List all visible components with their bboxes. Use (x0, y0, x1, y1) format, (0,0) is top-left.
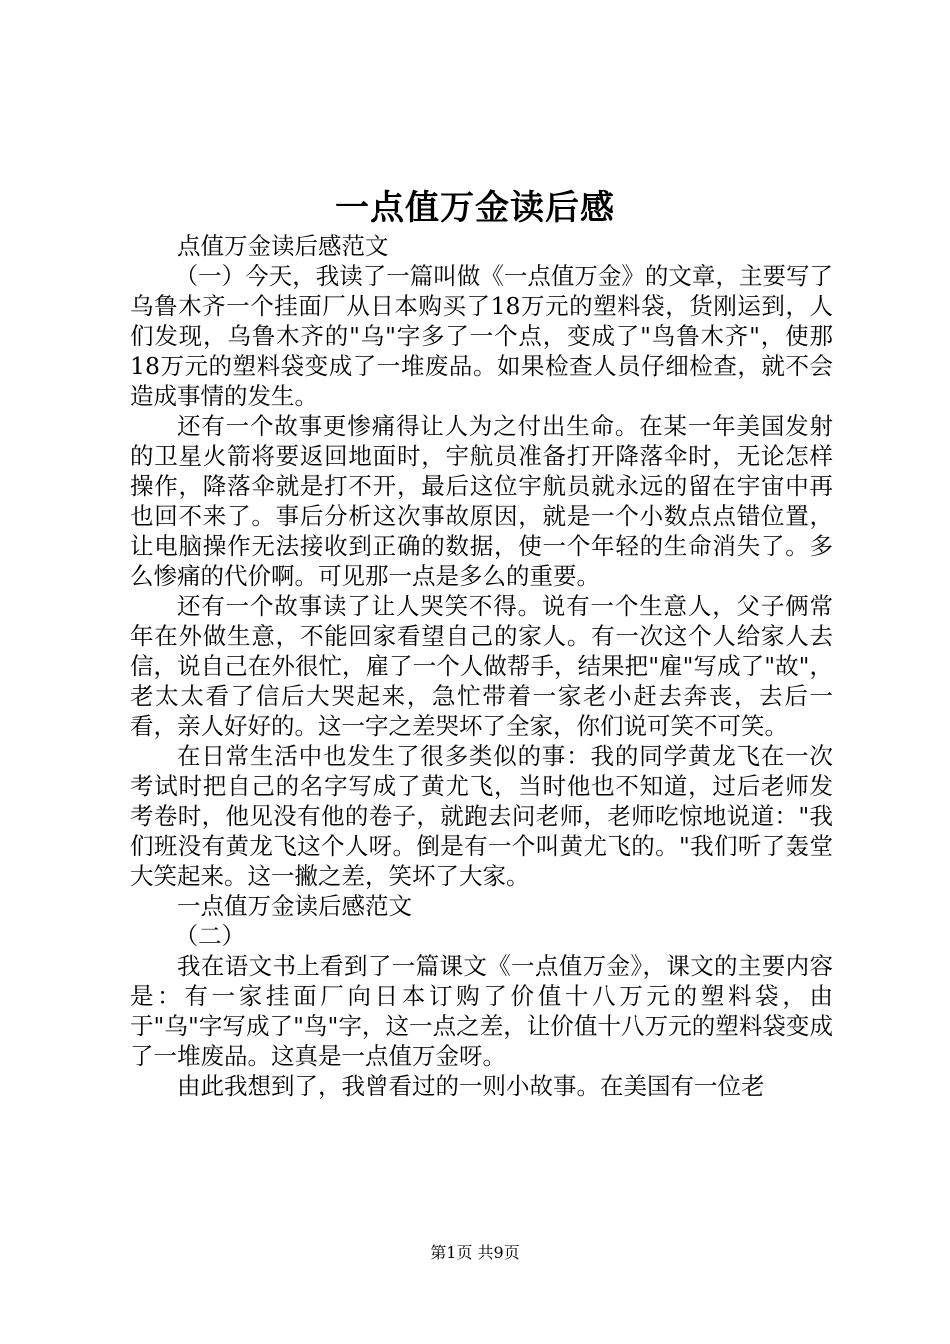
paragraph: 我在语文书上看到了一篇课文《一点值万金》，课文的主要内容是：有一家挂面厂向日本订购了价值十八万元的塑料袋，由于"乌"字写成了"鸟"字，这一点之差，让价值十八万元的塑料袋变成了一堆废品。这真是一点值万金呀。 (130, 952, 833, 1070)
paragraph: 在日常生活中也发生了很多类似的事：我的同学黄龙飞在一次考试时把自己的名字写成了黄尤飞，当时他也不知道，过后老师发考卷时，他见没有他的卷子，就跑去问老师，老师吃惊地说道："我们班没有黄龙飞这个人呀。倒是有一个叫黄尤飞的。"我们听了轰堂大笑起来。这一撇之差，笑坏了大家。 (130, 742, 833, 890)
paragraph: 点值万金读后感范文 (177, 232, 389, 260)
paragraph: （一）今天，我读了一篇叫做《一点值万金》的文章，主要写了乌鲁木齐一个挂面厂从日本购买了18万元的塑料袋，货刚运到，人们发现，乌鲁木齐的"乌"字多了一个点，变成了"鸟鲁木齐"，使那18万元的塑料袋变成了一堆废品。如果检查人员仔细检查，就不会造成事情的发生。 (130, 262, 833, 410)
document-body (130, 231, 833, 1101)
document-title: 一点值万金读后感 (335, 188, 615, 228)
paragraph: 由此我想到了，我曾看过的一则小故事。在美国有一位老 (177, 1072, 765, 1100)
paragraph: 一点值万金读后感范文 (177, 892, 412, 920)
paragraph: 还有一个故事读了让人哭笑不得。说有一个生意人，父子俩常年在外做生意，不能回家看望自己的家人。有一次这个人给家人去信，说自己在外很忙，雇了一个人做帮手，结果把"雇"写成了"故"，老太太看了信后大哭起来，急忙带着一家老小赶去奔丧，去后一看，亲人好好的。这一字之差哭坏了全家，你们说可笑不可笑。 (130, 592, 833, 740)
paragraph: （二） (174, 922, 246, 950)
paragraph: 还有一个故事更惨痛得让人为之付出生命。在某一年美国发射的卫星火箭将要返回地面时，宇航员准备打开降落伞时，无论怎样操作，降落伞就是打不开，最后这位宇航员就永远的留在宇宙中再也回不来了。事后分析这次事故原因，就是一个小数点点错位置，让电脑操作无法接收到正确的数据，使一个年轻的生命消失了。多么惨痛的代价啊。可见那一点是多么的重要。 (130, 412, 833, 590)
page-footer: 第1页 共9页 (430, 1243, 520, 1262)
